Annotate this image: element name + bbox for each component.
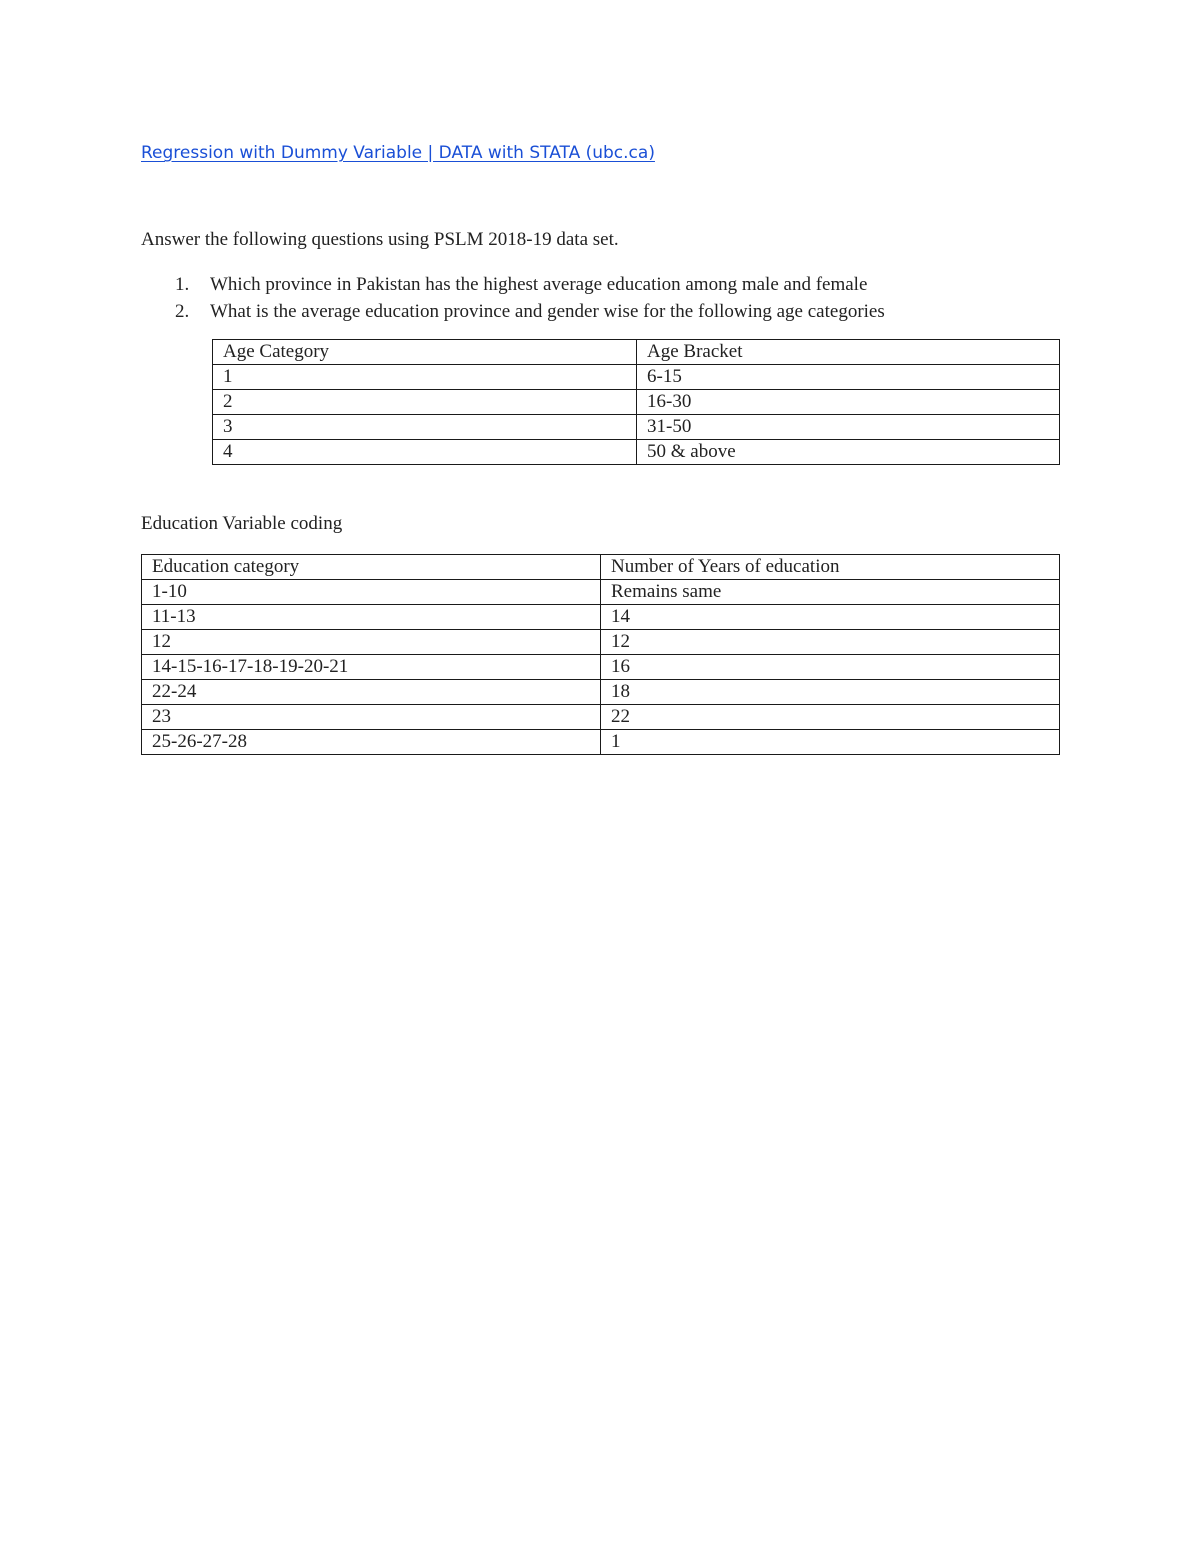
table-row [142, 655, 1060, 680]
table-header-cell: Age Category [213, 340, 637, 365]
table-cell: 50 & above [637, 440, 1060, 465]
table-cell: 4 [213, 440, 637, 465]
table-cell: Remains same [601, 580, 1060, 605]
question-list [141, 271, 885, 325]
table-row [142, 730, 1060, 755]
table-row [142, 605, 1060, 630]
table-row [213, 415, 1060, 440]
table-row [142, 630, 1060, 655]
table-cell: 2 [213, 390, 637, 415]
table-row [213, 390, 1060, 415]
intro-text: Answer the following questions using PSLM 2018-19 data set. [141, 229, 619, 250]
table-cell: 18 [601, 680, 1060, 705]
table-cell: 1 [213, 365, 637, 390]
table-cell: 31-50 [637, 415, 1060, 440]
table-cell: 22-24 [142, 680, 601, 705]
table-cell: 1-10 [142, 580, 601, 605]
table-row [213, 365, 1060, 390]
table-cell: 3 [213, 415, 637, 440]
question-item [141, 298, 885, 325]
table-cell: 14 [601, 605, 1060, 630]
question-number: 2. [175, 301, 190, 322]
question-item [141, 271, 885, 298]
table-cell: 25-26-27-28 [142, 730, 601, 755]
table-cell: 16-30 [637, 390, 1060, 415]
question-text: What is the average education province and gender wise for the following age categories [210, 301, 885, 322]
table-row [142, 705, 1060, 730]
table-cell: 22 [601, 705, 1060, 730]
table-row [142, 580, 1060, 605]
table-cell: 12 [601, 630, 1060, 655]
table-header-cell: Number of Years of education [601, 555, 1060, 580]
table-cell: 14-15-16-17-18-19-20-21 [142, 655, 601, 680]
education-coding-table [141, 554, 1060, 755]
table-cell: 16 [601, 655, 1060, 680]
table-cell: 11-13 [142, 605, 601, 630]
question-number: 1. [175, 274, 190, 295]
table-header-row [213, 340, 1060, 365]
table-cell: 23 [142, 705, 601, 730]
table-row [142, 680, 1060, 705]
education-coding-heading: Education Variable coding [141, 513, 343, 534]
table-header-row [142, 555, 1060, 580]
age-category-table [212, 339, 1060, 465]
table-cell: 6-15 [637, 365, 1060, 390]
table-header-cell: Age Bracket [637, 340, 1060, 365]
question-text: Which province in Pakistan has the highest average education among male and female [210, 274, 868, 295]
table-header-cell: Education category [142, 555, 601, 580]
table-row [213, 440, 1060, 465]
reference-link[interactable]: Regression with Dummy Variable | DATA with STATA (ubc.ca) [141, 143, 655, 163]
table-cell: 1 [601, 730, 1060, 755]
table-cell: 12 [142, 630, 601, 655]
